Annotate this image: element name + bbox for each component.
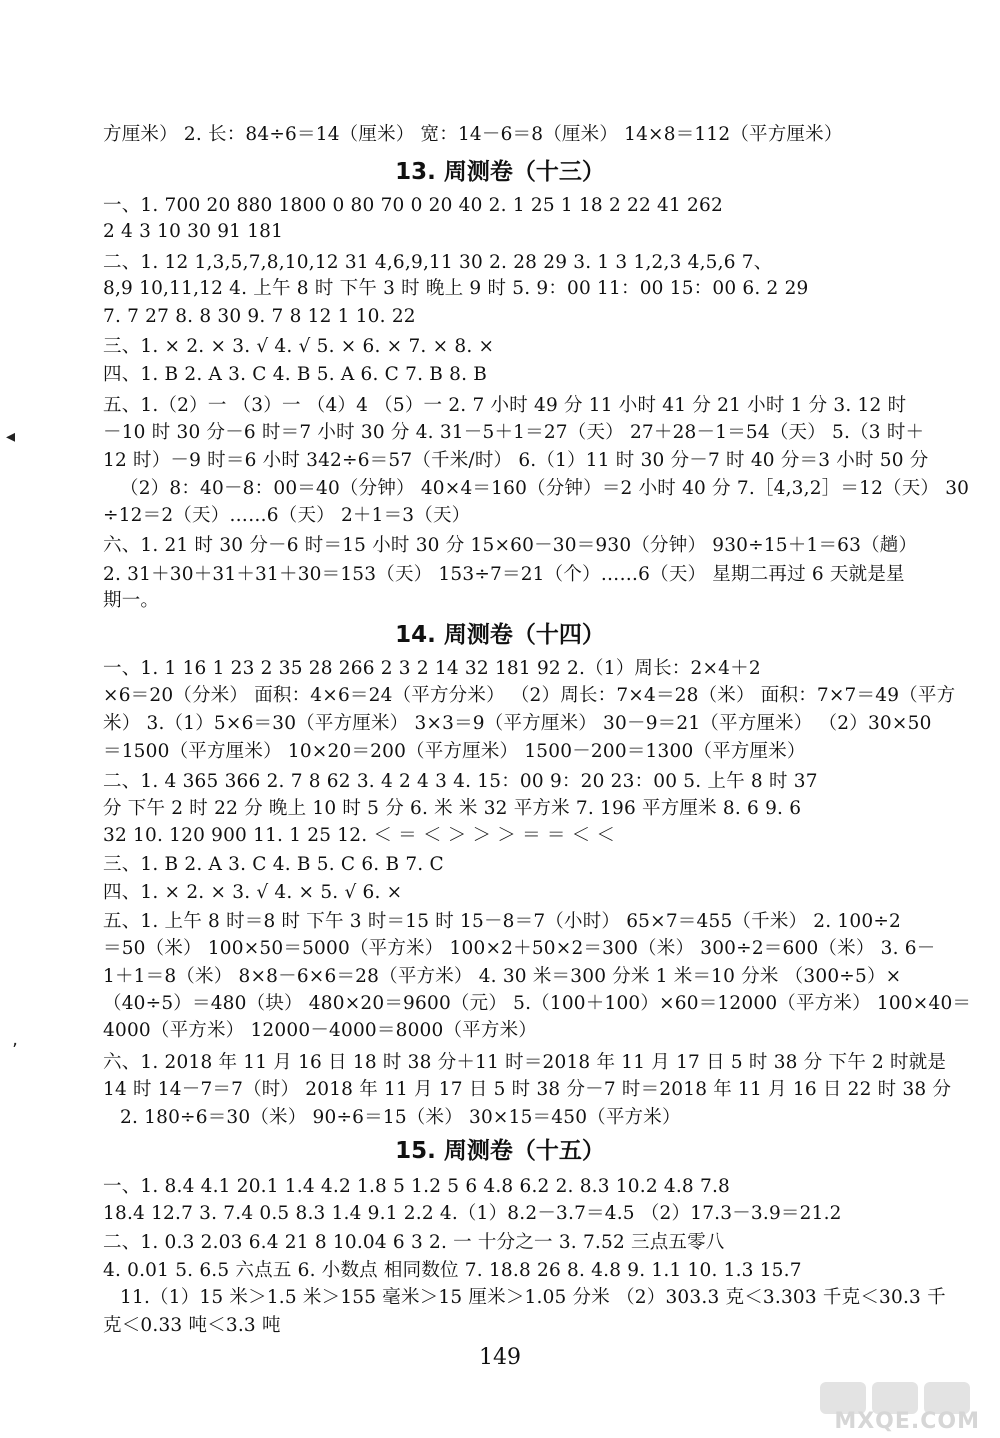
text-line: ＝50（米） 100×50＝5000（平方米） 100×2＋50×2＝300（米） 300÷2＝600（米） 3. 6－ [103, 938, 936, 959]
text-line: 五、1.（2）一 （3）一 （4）4 （5）一 2. 7 小时 49 分 11 小时 41 分 21 小时 1 分 3. 12 时 [103, 395, 907, 416]
text-line: 三、1. × 2. × 3. √ 4. √ 5. × 6. × 7. × 8. × [103, 336, 495, 357]
text-line: （2）8：40－8：00＝40（分钟） 40×4＝160（分钟）＝2 小时 40 分 7.［4,3,2］＝12（天） 30 [120, 478, 970, 499]
text-line: 4000（平方米） 12000－4000＝8000（平方米） [103, 1020, 537, 1041]
text-line: 六、1. 21 时 30 分－6 时＝15 小时 30 分 15×60－30＝930（分钟） 930÷15＋1＝63（趟） [103, 535, 918, 556]
section-13-title: 13. 周测卷（十三） [395, 159, 605, 185]
text-line: 12 时）－9 时＝6 小时 342÷6＝57（千米/时） 6.（1）11 时 30 分－7 时 40 分＝3 小时 50 分 [103, 450, 929, 471]
text-line: ÷12＝2（天）……6（天） 2＋1＝3（天） [103, 505, 471, 526]
section-14-title: 14. 周测卷（十四） [395, 622, 605, 648]
text-line: ×6＝20（分米） 面积：4×6＝24（平方分米） （2）周长：7×4＝28（米） 面积：7×7＝49（平方 [103, 685, 956, 706]
text-line: 三、1. B 2. A 3. C 4. B 5. C 6. B 7. C [103, 854, 444, 875]
text-line: 18.4 12.7 3. 7.4 0.5 8.3 1.4 9.1 2.2 4.（1）8.2－3.7＝4.5 （2）17.3－3.9＝21.2 [103, 1203, 842, 1224]
text-line: 二、1. 12 1,3,5,7,8,10,12 31 4,6,9,11 30 2. 28 29 3. 1 3 1,2,3 4,5,6 7、 [103, 252, 773, 273]
text-line: ＝1500（平方厘米） 10×20＝200（平方厘米） 1500－200＝1300（平方厘米） [103, 741, 806, 762]
text-line: 2. 31＋30＋31＋31＋30＝153（天） 153÷7＝21（个）……6（天） 星期二再过 6 天就是星 [103, 564, 905, 585]
text-line: 2 4 3 10 30 91 181 [103, 221, 284, 242]
text-line: 方厘米） 2. 长：84÷6＝14（厘米） 宽：14－6＝8（厘米） 14×8＝112（平方厘米） [103, 124, 843, 145]
watermark-logo [780, 1378, 980, 1438]
page-number: 149 [479, 1345, 521, 1370]
text-line: 8,9 10,11,12 4. 上午 8 时 下午 3 时 晚上 9 时 5. 9：00 11：00 15：00 6. 2 29 [103, 278, 809, 299]
scan-mark-icon: ◂ [6, 426, 16, 447]
text-line: 五、1. 上午 8 时＝8 时 下午 3 时＝15 时 15－8＝7（小时） 65×7＝455（千米） 2. 100÷2 [103, 911, 902, 932]
text-line: －10 时 30 分－6 时＝7 小时 30 分 4. 31－5＋1＝27（天） 27＋28－1＝54（天） 5.（3 时＋ [103, 422, 925, 443]
text-line: 米） 3.（1）5×6＝30（平方厘米） 3×3＝9（平方厘米） 30－9＝21（平方厘米） （2）30×50 [103, 713, 932, 734]
text-line: 一、1. 700 20 880 1800 0 80 70 0 20 40 2. 1 25 1 18 2 22 41 262 [103, 195, 723, 216]
text-line: 二、1. 4 365 366 2. 7 8 62 3. 4 2 4 3 4. 15：00 9：20 23：00 5. 上午 8 时 37 [103, 771, 818, 792]
text-line: 四、1. B 2. A 3. C 4. B 5. A 6. C 7. B 8. B [103, 364, 488, 385]
watermark-text: MXQE.COM [834, 1409, 980, 1434]
text-line: 一、1. 8.4 4.1 20.1 1.4 4.2 1.8 5 1.2 5 6 4.8 6.2 2. 8.3 10.2 4.8 7.8 [103, 1176, 730, 1197]
scan-mark-icon: ʼ [12, 1040, 18, 1061]
text-line: 11.（1）15 米＞1.5 米＞155 毫米＞15 厘米＞1.05 分米 （2）303.3 克＜3.303 千克＜30.3 千 [120, 1287, 946, 1308]
text-line: 7. 7 27 8. 8 30 9. 7 8 12 1 10. 22 [103, 306, 416, 327]
text-line: 期一。 [103, 590, 160, 611]
text-line: 分 下午 2 时 22 分 晚上 10 时 5 分 6. 米 米 32 平方米 7. 196 平方厘米 8. 6 9. 6 [103, 798, 802, 819]
text-line: 克＜0.33 吨＜3.3 吨 [103, 1315, 281, 1336]
text-line: 二、1. 0.3 2.03 6.4 21 8 10.04 6 3 2. 一 十分之一 3. 7.52 三点五零八 [103, 1232, 725, 1253]
text-line: 六、1. 2018 年 11 月 16 日 18 时 38 分＋11 时＝2018 年 11 月 17 日 5 时 38 分 下午 2 时就是 [103, 1052, 947, 1073]
text-line: （40÷5）＝480（块） 480×20＝9600（元） 5.（100＋100）×60＝12000（平方米） 100×40＝ [103, 993, 972, 1014]
text-line: 四、1. × 2. × 3. √ 4. × 5. √ 6. × [103, 882, 403, 903]
text-line: 2. 180÷6＝30（米） 90÷6＝15（米） 30×15＝450（平方米） [120, 1107, 681, 1128]
text-line: 1＋1＝8（米） 8×8－6×6＝28（平方米） 4. 30 米＝300 分米 1 米＝10 分米 （300÷5）× [103, 966, 902, 987]
text-line: 4. 0.01 5. 6.5 六点五 6. 小数点 相同数位 7. 18.8 26 8. 4.8 9. 1.1 10. 1.3 15.7 [103, 1260, 802, 1281]
text-line: 32 10. 120 900 11. 1 25 12. ＜ ＝ ＜ ＞ ＞ ＞ ＝ ＝ ＜ ＜ [103, 825, 616, 846]
text-line: 14 时 14－7＝7（时） 2018 年 11 月 17 日 5 时 38 分－7 时＝2018 年 11 月 16 日 22 时 38 分 [103, 1079, 952, 1100]
text-line: 一、1. 1 16 1 23 2 35 28 266 2 3 2 14 32 181 92 2.（1）周长：2×4＋2 [103, 658, 761, 679]
section-15-title: 15. 周测卷（十五） [395, 1138, 605, 1164]
